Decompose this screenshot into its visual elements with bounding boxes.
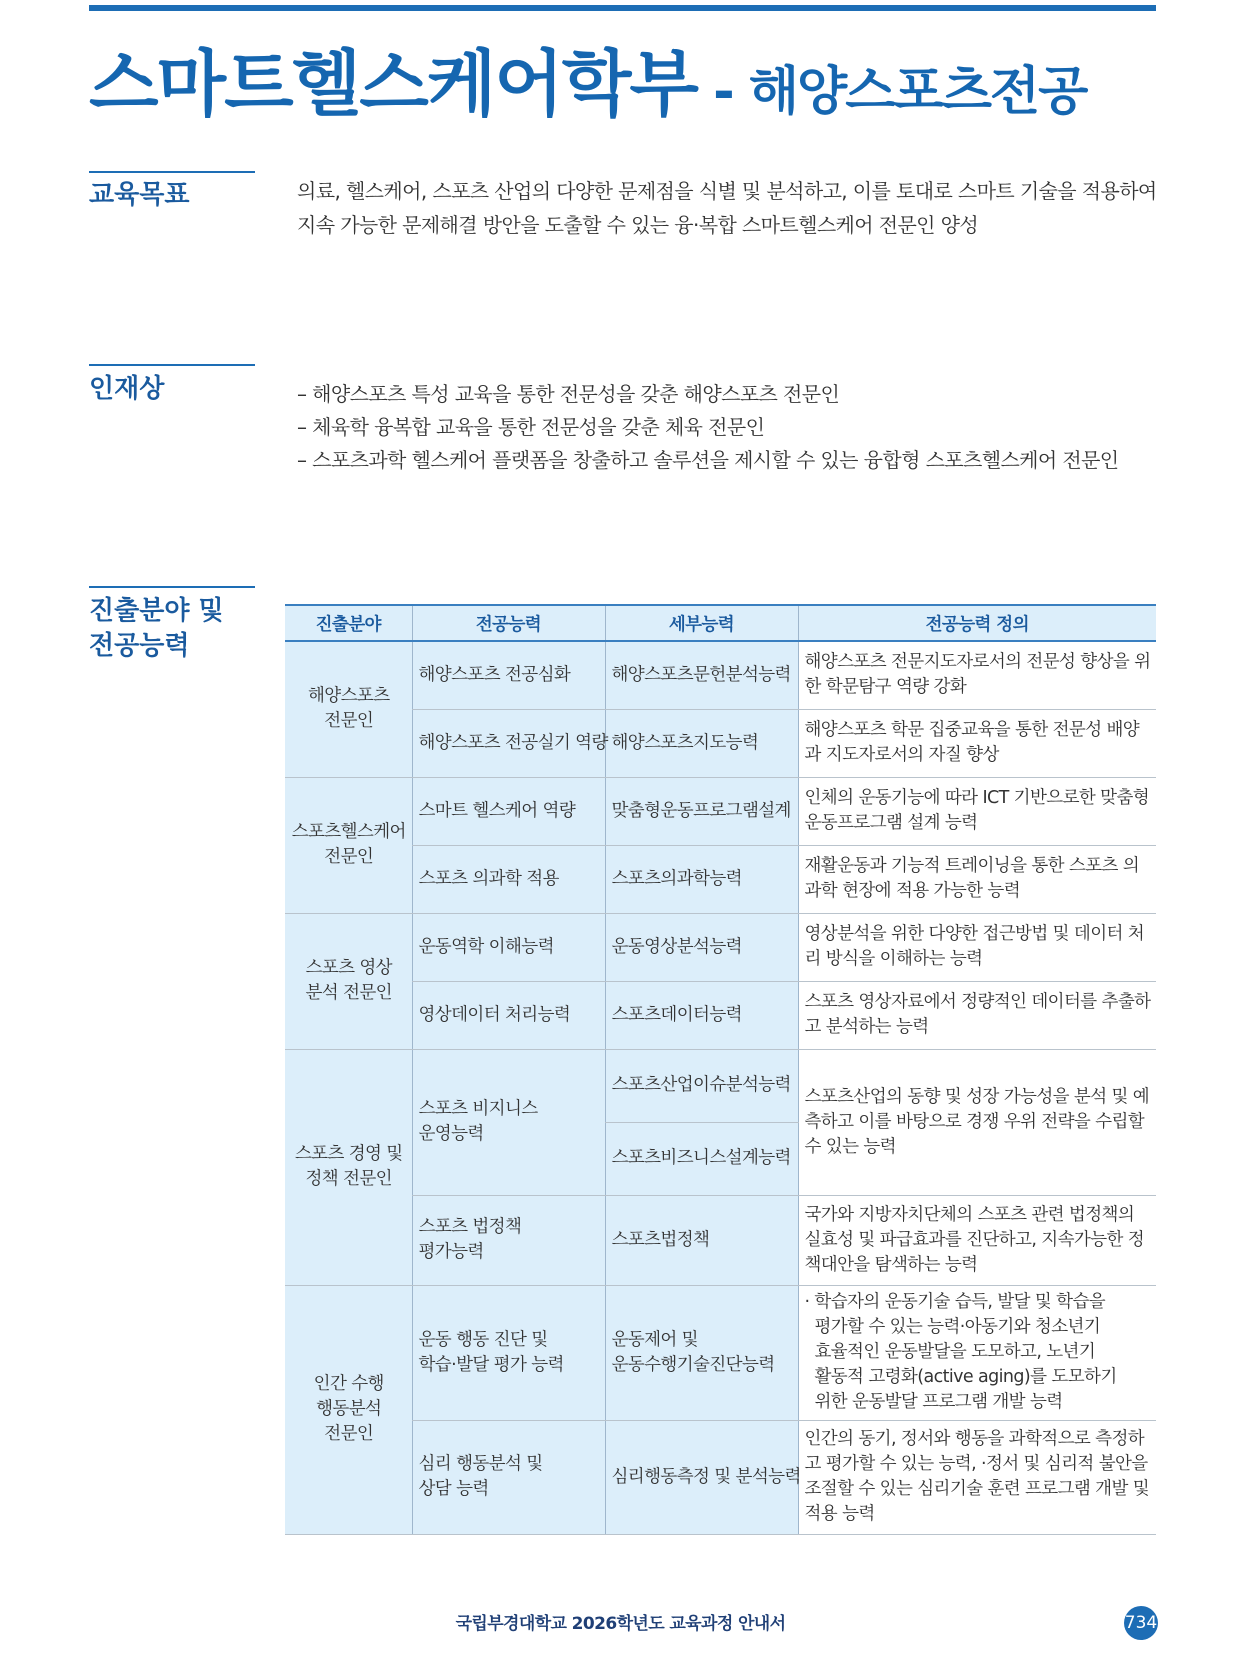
- goal-section-label: 교육목표: [89, 180, 190, 210]
- definition-cell: 인체의 운동기능에 따라 ICT 기반으로한 맞춤형 운동프로그램 설계 능력: [798, 777, 1156, 845]
- ability-cell: 운동 행동 진단 및 학습·발달 평가 능력: [412, 1285, 605, 1420]
- goal-text: 의료, 헬스케어, 스포츠 산업의 다양한 문제점을 식별 및 분석하고, 이를 토대로 스마트 기술을 적용하여 지속 가능한 문제해결 방안을 도출할 수 있는 융·복합 스마트헬스케어 전문인 양성: [297, 179, 1157, 237]
- definition-cell: 영상분석을 위한 다양한 접근방법 및 데이터 처리 방식을 이해하는 능력: [798, 913, 1156, 981]
- table-row: [285, 1285, 1156, 1420]
- talent-item: – 체육학 융복합 교육을 통한 전문성을 갖춘 체육 전문인: [297, 415, 765, 439]
- detail-cell: 스포츠법정책: [605, 1195, 798, 1285]
- header-field: 진출분야: [285, 605, 412, 641]
- career-field-cell: 인간 수행 행동분석 전문인: [285, 1285, 412, 1534]
- career-section-label: 진출분야 및 전공능력: [89, 596, 224, 661]
- detail-cell: 해양스포츠문헌분석능력: [605, 641, 798, 709]
- table-row: [285, 1195, 1156, 1285]
- table-row: [285, 913, 1156, 981]
- detail-cell: 스포츠비즈니스설계능력: [605, 1122, 798, 1195]
- page-number-badge: 734: [1124, 1606, 1158, 1640]
- career-section-rule: [89, 586, 255, 588]
- detail-cell: 스포츠산업이슈분석능력: [605, 1049, 798, 1122]
- ability-cell: 운동역학 이해능력: [412, 913, 605, 981]
- ability-cell: 스포츠 비지니스 운영능력: [412, 1049, 605, 1195]
- header-detail: 세부능력: [605, 605, 798, 641]
- definition-cell: 인간의 동기, 정서와 행동을 과학적으로 측정하고 평가할 수 있는 능력, ·정서 및 심리적 불안을 조절할 수 있는 심리기술 훈련 프로그램 개발 및 적용 능력: [798, 1420, 1156, 1534]
- talent-item: – 스포츠과학 헬스케어 플랫폼을 창출하고 솔루션을 제시할 수 있는 융합형 스포츠헬스케어 전문인: [297, 448, 1119, 472]
- ability-cell: 해양스포츠 전공심화: [412, 641, 605, 709]
- definition-cell: · 학습자의 운동기술 습득, 발달 및 학습을 평가할 수 있는 능력·아동기와 청소년기 효율적인 운동발달을 도모하고, 노년기 활동적 고령화(active aging)를 도모하기 위한 운동발달 프로그램 개발 능력: [798, 1285, 1156, 1420]
- detail-cell: 스포츠데이터능력: [605, 981, 798, 1049]
- ability-cell: 스포츠 법정책 평가능력: [412, 1195, 605, 1285]
- detail-cell: 스포츠의과학능력: [605, 845, 798, 913]
- footer-text: 국립부경대학교 2026학년도 교육과정 안내서: [455, 1614, 786, 1634]
- talent-section-label: 인재상: [89, 374, 165, 404]
- definition-cell: 국가와 지방자치단체의 스포츠 관련 법정책의 실효성 및 파급효과를 진단하고, 지속가능한 정책대안을 탐색하는 능력: [798, 1195, 1156, 1285]
- talent-section-rule: [89, 364, 255, 366]
- table-row: [285, 641, 1156, 709]
- table-row: [285, 709, 1156, 777]
- header-ability: 전공능력: [412, 605, 605, 641]
- talent-item: – 해양스포츠 특성 교육을 통한 전문성을 갖춘 해양스포츠 전문인: [297, 382, 840, 406]
- table-row: [285, 981, 1156, 1049]
- detail-cell: 운동제어 및 운동수행기술진단능력: [605, 1285, 798, 1420]
- ability-cell: 심리 행동분석 및 상담 능력: [412, 1420, 605, 1534]
- career-field-cell: 스포츠 경영 및 정책 전문인: [285, 1049, 412, 1285]
- table-row: [285, 1420, 1156, 1534]
- detail-cell: 심리행동측정 및 분석능력: [605, 1420, 798, 1534]
- definition-cell: 재활운동과 기능적 트레이닝을 통한 스포츠 의과학 현장에 적용 가능한 능력: [798, 845, 1156, 913]
- ability-cell: 스마트 헬스케어 역량: [412, 777, 605, 845]
- career-field-cell: 스포츠 영상 분석 전문인: [285, 913, 412, 1049]
- detail-cell: 맞춤형운동프로그램설계: [605, 777, 798, 845]
- ability-cell: 해양스포츠 전공실기 역량: [412, 709, 605, 777]
- definition-cell: 해양스포츠 학문 집중교육을 통한 전문성 배양과 지도자로서의 자질 향상: [798, 709, 1156, 777]
- definition-cell: 스포츠 영상자료에서 정량적인 데이터를 추출하고 분석하는 능력: [798, 981, 1156, 1049]
- ability-cell: 스포츠 의과학 적용: [412, 845, 605, 913]
- detail-cell: 해양스포츠지도능력: [605, 709, 798, 777]
- table-row: [285, 845, 1156, 913]
- table-row: [285, 1049, 1156, 1122]
- definition-cell: 스포츠산업의 동향 및 성장 가능성을 분석 및 예측하고 이를 바탕으로 경쟁 우위 전략을 수립할 수 있는 능력: [798, 1049, 1156, 1195]
- header-definition: 전공능력 정의: [798, 605, 1156, 641]
- talent-list: [297, 378, 1119, 477]
- table-row: [285, 777, 1156, 845]
- goal-section-rule: [89, 171, 255, 173]
- career-field-cell: 해양스포츠 전문인: [285, 641, 412, 777]
- definition-cell: 해양스포츠 전문지도자로서의 전문성 향상을 위한 학문탐구 역량 강화: [798, 641, 1156, 709]
- table-header-row: [285, 605, 1156, 641]
- top-accent-bar: [89, 5, 1156, 11]
- page-title: 스마트헬스케어학부 - 해양스포츠전공: [89, 42, 1087, 126]
- detail-cell: 운동영상분석능력: [605, 913, 798, 981]
- career-field-cell: 스포츠헬스케어 전문인: [285, 777, 412, 913]
- ability-cell: 영상데이터 처리능력: [412, 981, 605, 1049]
- competency-table: [285, 604, 1156, 1535]
